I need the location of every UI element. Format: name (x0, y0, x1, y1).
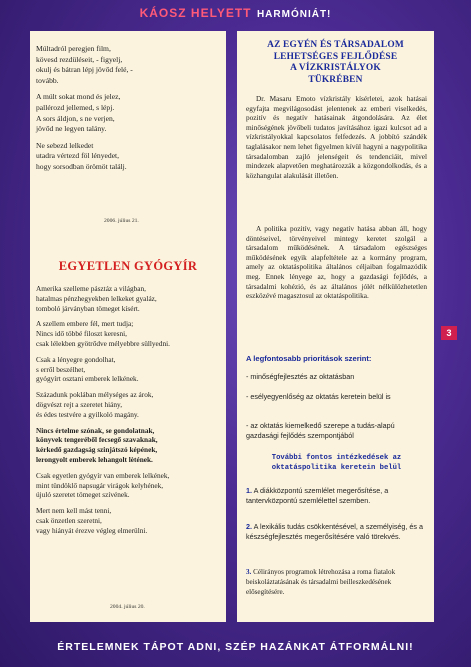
stanza: A múlt sokat mond és jelez, pallérozd jellemed, s lépj. A sors áldjon, s ne verjen, jövőd ne legyen talány. (36, 92, 121, 134)
header-text-1: KÁOSZ HELYETT (139, 6, 252, 20)
stanza: Múltadról peregjen film, kövesd rezdüléseit, - figyelj, okulj és bátran lépj jövőd felé, - tovább. (36, 44, 133, 85)
footer-banner: ÉRTELEMNEK TÁPOT ADNI, SZÉP HAZÁNKAT ÁTFORMÁLNI! (57, 641, 414, 653)
article-paragraph-1: Dr. Masaru Emoto vízkristály kísérletei, azok hatásai egyfajta megvilágosodást jelentenek az emberi viselkedés, pozitív és negatív hatásainak átgondolására. Az élet minőségének jövőbeli tudatos javításához igazi kulcsot ad a vízkristályokkal kapcsolatos felfedezés. A jobbító szándék taglalásakor nem lehet figyelmen kívül hagyni a nagypolitika társadalomban zajló jelenségeit és tendenciáit, mivel mindezek alapvetően meghatározzák a közgondolkodás, és a közhangulat alakulását illetően. (246, 94, 427, 180)
stanza: Mert nem kell mást tenni, csak önzetlen szeretni, vagy hiányát érezve végleg elmerülni. (36, 506, 148, 535)
article-title: AZ EGYÉN ÉS TÁRSADALOM LEHETSÉGES FEJLŐDÉSE A VÍZKRISTÁLYOK TÜKRÉBEN (267, 40, 404, 85)
priorities-title: A legfontosabb prioritások szerint: (246, 354, 372, 363)
header-banner (0, 4, 471, 22)
stanza: Századunk poklában mélységes az árok, dögvészt rejt a szeretet hiány, és édes testvére a gyilkoló magány. (36, 390, 154, 419)
article-paragraph-2: A politika pozitív, vagy negatív hatása abban áll, hogy döntéseivel, törvényeivel mintegy keretet szolgál a társadalom működésének. A társadalom egészséges működésének egyik alapfeltétele az a kormány program, amely az oktatáspolitika általános céljaiban fogalmazódik meg. Ennek lényege az, hogy a gazdasági fejlődés, a társadalmi kohézió, és az általános jólét nélkülözhetetlen eszközévé magasztosul az oktatáspolitika. (246, 224, 427, 301)
stanza: Amerika szelleme pásztáz a világban, hatalmas pénzhegyekben lelkeket gyaláz, tomboló járványban tömeget kísért. (36, 284, 157, 313)
poem-2-title: EGYETLEN GYÓGYÍR (58, 259, 198, 273)
page-number-badge: 3 (441, 326, 457, 340)
priority-item: - esélyegyenlőség az oktatás keretein belül is (246, 392, 391, 401)
poem-2-date: 2004. július 20. (110, 604, 145, 610)
goal-item: 2. A lexikális tudás csökkentésével, a személyiség, és a készségfejlesztés megerősítésére való törekvés. (246, 522, 423, 541)
poem-1-date: 2006. július 21. (104, 218, 139, 224)
poem-1 (36, 44, 216, 179)
goal-item: 3. Célirányos programok létrehozása a roma fiatalok beiskoláztatásának és társadalmi beilleszkedésének elősegítésére. (246, 568, 396, 596)
stanza-bold: Nincs értelme szónak, se gondolatnak, könyvek tengeréből fecsegő szavaknak, kérkedő gazdagság szinjátszó képének, lerongyolt emberek lehangolt lètének. (36, 425, 158, 464)
stanza: Ne sebezd lelkedet utadra vértezd föl lényedet, hogy sorsodban örömöt találj. (36, 140, 127, 171)
goals-title: További fontos intézkedések az oktatáspolitika keretein belül (271, 454, 402, 472)
priority-item: - az oktatás kiemelkedő szerepe a tudás-alapú gazdasági fejlődés szempontjából (246, 421, 395, 440)
priority-item: - minőségfejlesztés az oktatásban (246, 372, 355, 381)
stanza: Csak a lényegre gondolhat, s erről beszélhet, gyógyírt osztani emberek lelkének. (36, 354, 139, 384)
goal-item: 1. A diákközpontú szemlélet megerősítése, a tantervközpontú szemlélettel szemben. (246, 486, 389, 505)
poem-2 (36, 284, 222, 542)
stanza: A szellem embere fél, mert tudja; Nincs idő többé filoszt keresni, csak lélekben gyötrődve mélyebbre süllyedni. (36, 319, 170, 348)
header-text-2: HARMÓNIÁT! (256, 9, 332, 20)
stanza: Csak egyetlen gyógyír van emberek lelkének, mint tündöklő napsugár virágok kelyhének, újuló szeretet tömeget szívének. (36, 470, 170, 500)
